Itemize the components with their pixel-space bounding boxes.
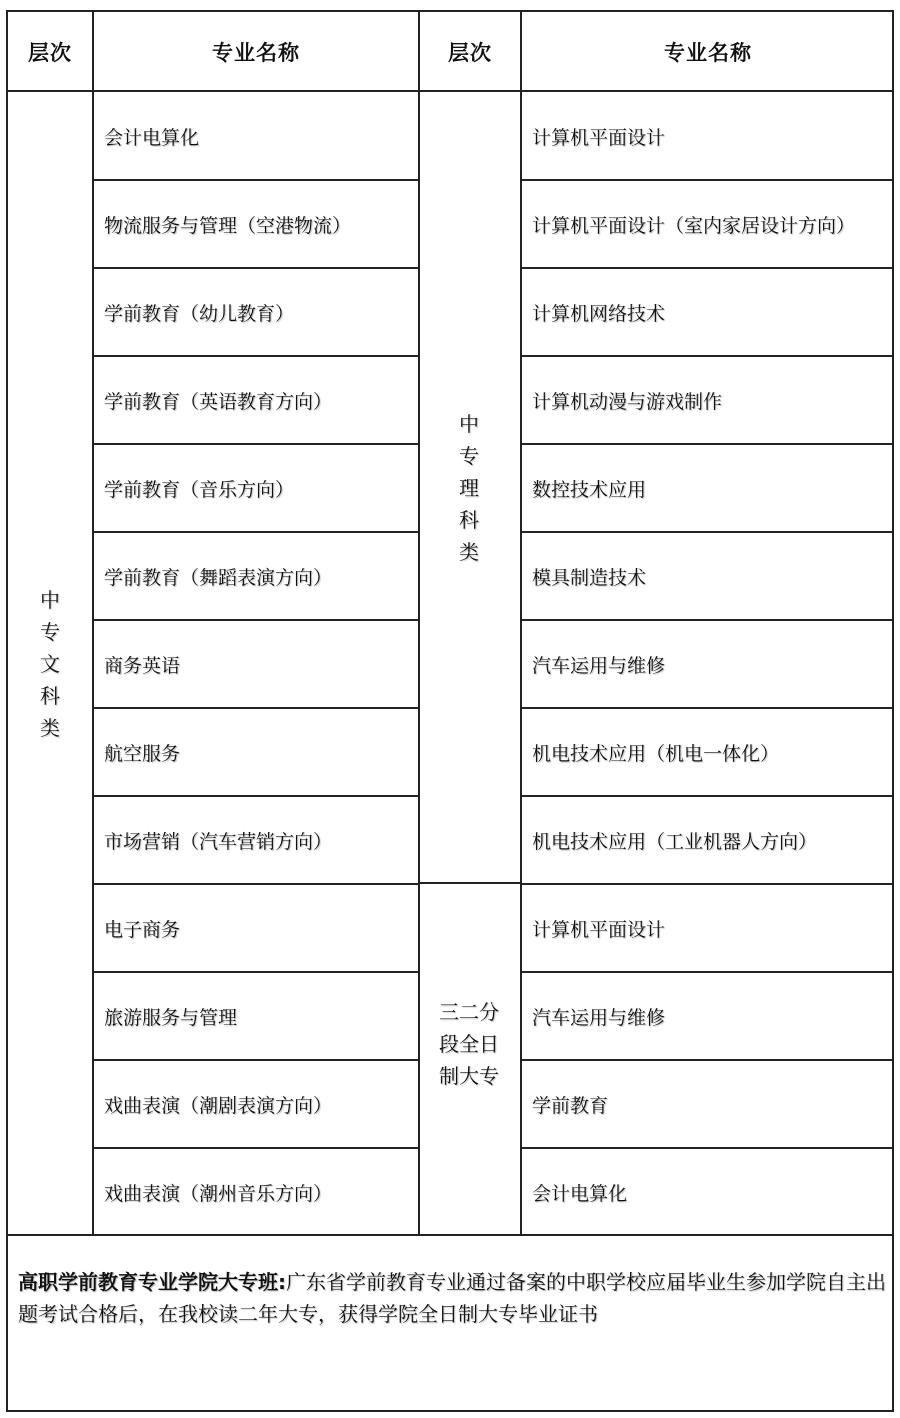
major-cell-left: 学前教育（舞蹈表演方向） bbox=[104, 566, 333, 589]
major-cell-left: 戏曲表演（潮剧表演方向） bbox=[104, 1094, 333, 1117]
major-cell-left: 市场营销（汽车营销方向） bbox=[104, 830, 333, 853]
category-divider-right bbox=[420, 882, 520, 884]
major-cell-left: 学前教育（英语教育方向） bbox=[104, 390, 333, 413]
note-title: 高职学前教育专业学院大专班: bbox=[18, 1270, 286, 1294]
note-body: 广东省学前教育专业通过备案的中职学校应届毕业生参加学院自主出题考试合格后，在我校读二年大专，获得学院全日制大专毕业证书 bbox=[18, 1270, 886, 1326]
major-cell-right: 数控技术应用 bbox=[532, 478, 647, 501]
major-cell-right: 计算机平面设计（室内家居设计方向） bbox=[532, 214, 856, 237]
major-cell-right: 计算机动漫与游戏制作 bbox=[532, 390, 723, 413]
category-junior-college: 三二分段全日制大专 bbox=[439, 1000, 499, 1088]
major-cell-right: 会计电算化 bbox=[532, 1182, 628, 1205]
major-cell-left: 戏曲表演（潮州音乐方向） bbox=[104, 1182, 333, 1205]
major-cell-left: 学前教育（音乐方向） bbox=[104, 478, 295, 501]
admission-note bbox=[18, 1266, 886, 1330]
major-cell-left: 学前教育（幼儿教育） bbox=[104, 302, 295, 325]
major-cell-right: 汽车运用与维修 bbox=[532, 1006, 666, 1029]
majors-table bbox=[6, 10, 894, 1412]
category-science: 中专理科类 bbox=[459, 412, 479, 564]
major-cell-right: 学前教育 bbox=[532, 1094, 609, 1117]
major-cell-left: 会计电算化 bbox=[104, 126, 200, 149]
major-cell-right: 计算机平面设计 bbox=[532, 126, 666, 149]
header-level-right: 层次 bbox=[448, 41, 492, 65]
category-liberal-arts: 中专文科类 bbox=[40, 588, 60, 740]
header-major-right: 专业名称 bbox=[664, 41, 752, 65]
major-cell-left: 物流服务与管理（空港物流） bbox=[104, 214, 352, 237]
header-level-left: 层次 bbox=[28, 41, 72, 65]
major-cell-left: 商务英语 bbox=[104, 654, 181, 677]
major-cell-left: 旅游服务与管理 bbox=[104, 1006, 238, 1029]
major-cell-left: 航空服务 bbox=[104, 742, 181, 765]
major-cell-right: 计算机平面设计 bbox=[532, 918, 666, 941]
major-cell-right: 机电技术应用（工业机器人方向） bbox=[532, 830, 818, 853]
table-bottom-line bbox=[8, 1234, 892, 1236]
major-cell-right: 机电技术应用（机电一体化） bbox=[532, 742, 780, 765]
major-cell-left: 电子商务 bbox=[104, 918, 181, 941]
header-major-left: 专业名称 bbox=[212, 41, 300, 65]
major-cell-right: 模具制造技术 bbox=[532, 566, 647, 589]
major-cell-right: 计算机网络技术 bbox=[532, 302, 666, 325]
major-cell-right: 汽车运用与维修 bbox=[532, 654, 666, 677]
